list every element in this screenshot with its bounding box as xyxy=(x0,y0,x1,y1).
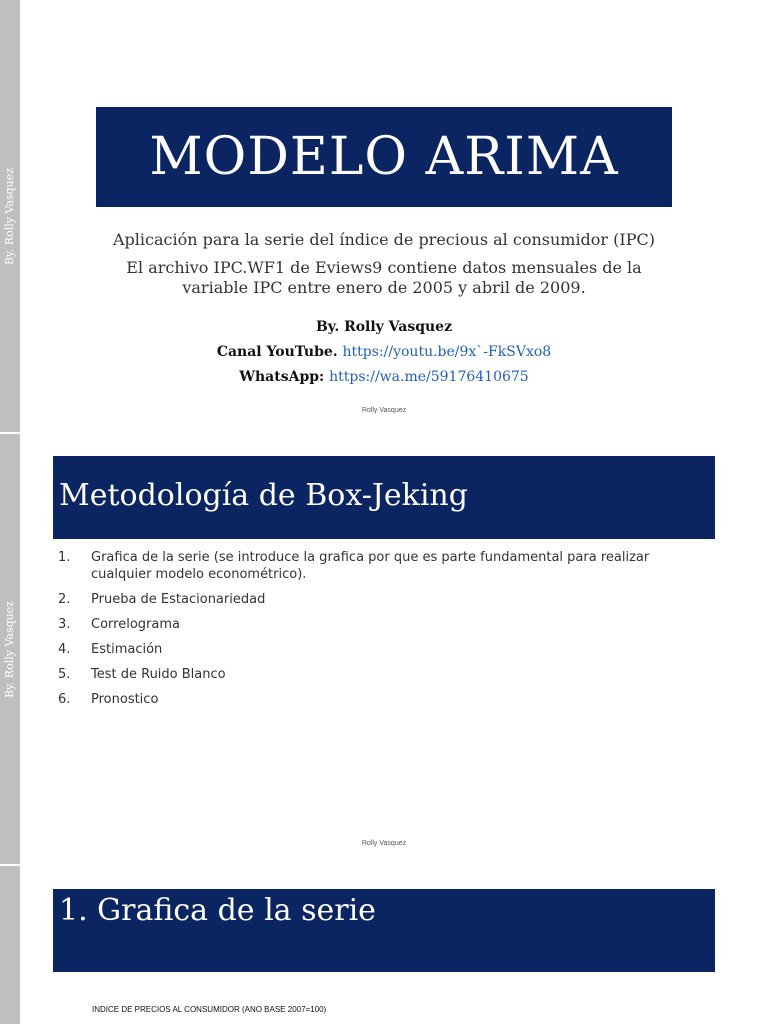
step-item xyxy=(58,666,708,683)
youtube-link[interactable]: https://youtu.be/9x`-FkSVxo8 xyxy=(342,344,552,360)
step-text: Grafica de la serie (se introduce la grafica por que es parte fundamental para realizar cualquier modelo econométrico). xyxy=(91,550,650,582)
slide1-title: MODELO ARIMA xyxy=(96,107,672,207)
step-text: Correlograma xyxy=(91,617,180,632)
subtitle-line-1: Aplicación para la serie del índice de precious al consumidor (IPC) xyxy=(113,230,655,249)
step-text: Estimación xyxy=(91,642,163,657)
subtitle-line-3: variable IPC entre enero de 2005 y abril de 2009. xyxy=(182,278,586,297)
step-item xyxy=(58,616,708,633)
slide2-title: Metodología de Box-Jeking xyxy=(53,456,715,539)
whatsapp-label: WhatsApp: xyxy=(239,369,325,385)
step-item xyxy=(58,591,708,608)
whatsapp-line xyxy=(60,365,708,390)
step-item xyxy=(58,549,708,583)
step-number: 6. xyxy=(58,692,71,707)
slide1-subtitle xyxy=(60,230,708,298)
slide3-title: 1. Grafica de la serie xyxy=(53,889,715,972)
subtitle-line-2: El archivo IPC.WF1 de Eviews9 contiene datos mensuales de la xyxy=(126,258,642,277)
side-label-2: By. Rolly Vasquez xyxy=(3,600,17,698)
side-label-1: By. Rolly Vasquez xyxy=(3,167,17,265)
step-number: 1. xyxy=(58,550,71,565)
step-number: 2. xyxy=(58,592,71,607)
chart-caption: INDICE DE PRECIOS AL CONSUMIDOR (ANO BASE 2007=100) xyxy=(92,1005,327,1014)
side-strip-3 xyxy=(0,866,20,1024)
youtube-line xyxy=(60,340,708,365)
methodology-steps xyxy=(58,549,708,716)
step-text: Prueba de Estacionariedad xyxy=(91,592,266,607)
slide1-footer: Rolly Vasquez xyxy=(361,407,407,414)
step-text: Test de Ruido Blanco xyxy=(91,667,226,682)
step-text: Pronostico xyxy=(91,692,159,707)
youtube-label: Canal YouTube. xyxy=(216,344,338,360)
slide2-footer: Rolly Vasquez xyxy=(361,840,407,847)
author-line: By. Rolly Vasquez xyxy=(315,319,453,335)
whatsapp-link[interactable]: https://wa.me/59176410675 xyxy=(329,369,529,385)
step-number: 5. xyxy=(58,667,71,682)
step-item xyxy=(58,641,708,658)
step-number: 4. xyxy=(58,642,71,657)
step-item xyxy=(58,691,708,708)
slide1-credits xyxy=(60,315,708,390)
step-number: 3. xyxy=(58,617,71,632)
